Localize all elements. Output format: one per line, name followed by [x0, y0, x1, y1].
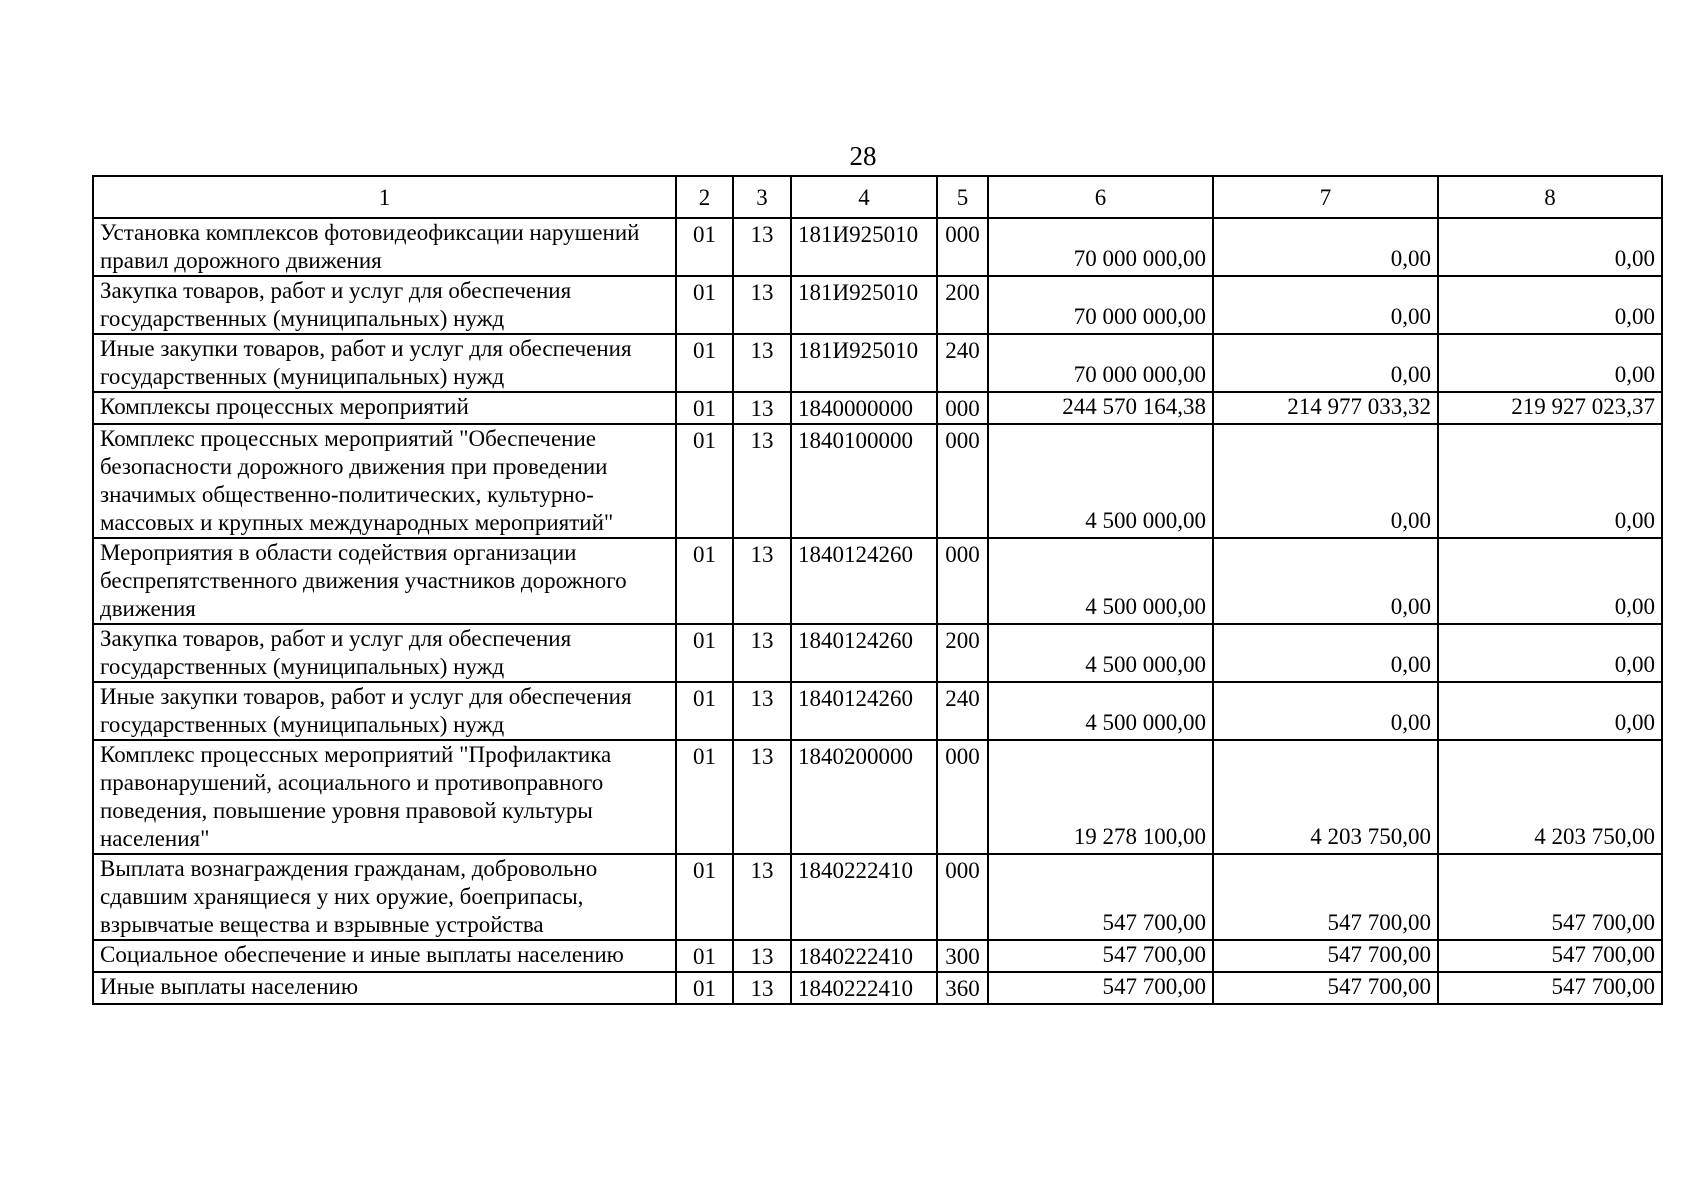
- section-code: 01: [676, 276, 733, 334]
- amount-col-6: 4 500 000,00: [988, 538, 1213, 624]
- amount-col-8: 0,00: [1438, 218, 1662, 276]
- section-code: 01: [676, 854, 733, 940]
- column-header: 6: [988, 176, 1213, 218]
- header-row: [93, 176, 1662, 218]
- amount-col-6: 4 500 000,00: [988, 682, 1213, 740]
- section-code: 01: [676, 682, 733, 740]
- amount-col-6: 4 500 000,00: [988, 424, 1213, 538]
- target-article-code: 1840100000: [791, 424, 937, 538]
- column-header: 5: [937, 176, 988, 218]
- table-row: [93, 624, 1662, 682]
- target-article-code: 1840222410: [791, 940, 937, 972]
- subsection-code: 13: [733, 538, 791, 624]
- amount-col-7: 0,00: [1213, 276, 1438, 334]
- amount-col-7: 0,00: [1213, 682, 1438, 740]
- column-header: 3: [733, 176, 791, 218]
- section-code: 01: [676, 218, 733, 276]
- row-name: Закупка товаров, работ и услуг для обеспечения государственных (муниципальных) нужд: [93, 624, 676, 682]
- column-header: 2: [676, 176, 733, 218]
- section-code: 01: [676, 538, 733, 624]
- amount-col-8: 547 700,00: [1438, 940, 1662, 972]
- target-article-code: 181И925010: [791, 218, 937, 276]
- target-article-code: 1840124260: [791, 538, 937, 624]
- expense-type-code: 240: [937, 682, 988, 740]
- row-name: Выплата вознаграждения гражданам, добровольно сдавшим хранящиеся у них оружие, боеприпасы, взрывчатые вещества и взрывные устройства: [93, 854, 676, 940]
- target-article-code: 1840124260: [791, 624, 937, 682]
- target-article-code: 1840222410: [791, 972, 937, 1004]
- row-name: Социальное обеспечение и иные выплаты населению: [93, 940, 676, 972]
- expense-type-code: 240: [937, 334, 988, 392]
- amount-col-8: 4 203 750,00: [1438, 740, 1662, 854]
- subsection-code: 13: [733, 276, 791, 334]
- expense-type-code: 000: [937, 854, 988, 940]
- amount-col-7: 547 700,00: [1213, 940, 1438, 972]
- section-code: 01: [676, 940, 733, 972]
- section-code: 01: [676, 392, 733, 424]
- subsection-code: 13: [733, 972, 791, 1004]
- row-name: Комплекс процессных мероприятий "Обеспечение безопасности дорожного движения при проведении значимых общественно-политических, культурно-массовых и крупных международных мероприятий": [93, 424, 676, 538]
- table-row: [93, 940, 1662, 972]
- column-header: 8: [1438, 176, 1662, 218]
- expense-type-code: 300: [937, 940, 988, 972]
- table-row: [93, 218, 1662, 276]
- row-name: Мероприятия в области содействия организации беспрепятственного движения участников дорожного движения: [93, 538, 676, 624]
- amount-col-6: 70 000 000,00: [988, 218, 1213, 276]
- subsection-code: 13: [733, 624, 791, 682]
- subsection-code: 13: [733, 334, 791, 392]
- subsection-code: 13: [733, 682, 791, 740]
- amount-col-6: 19 278 100,00: [988, 740, 1213, 854]
- column-header: 4: [791, 176, 937, 218]
- amount-col-8: 547 700,00: [1438, 972, 1662, 1004]
- row-name: Комплексы процессных мероприятий: [93, 392, 676, 424]
- amount-col-7: 4 203 750,00: [1213, 740, 1438, 854]
- table-row: [93, 682, 1662, 740]
- subsection-code: 13: [733, 740, 791, 854]
- expense-type-code: 200: [937, 624, 988, 682]
- expense-type-code: 000: [937, 538, 988, 624]
- amount-col-6: 4 500 000,00: [988, 624, 1213, 682]
- subsection-code: 13: [733, 218, 791, 276]
- target-article-code: 1840222410: [791, 854, 937, 940]
- amount-col-7: 0,00: [1213, 424, 1438, 538]
- table-row: [93, 424, 1662, 538]
- column-header: 7: [1213, 176, 1438, 218]
- amount-col-6: 547 700,00: [988, 940, 1213, 972]
- amount-col-7: 0,00: [1213, 624, 1438, 682]
- amount-col-7: 547 700,00: [1213, 854, 1438, 940]
- amount-col-8: 0,00: [1438, 624, 1662, 682]
- target-article-code: 1840200000: [791, 740, 937, 854]
- amount-col-7: 0,00: [1213, 218, 1438, 276]
- budget-table: [92, 175, 1663, 1005]
- amount-col-8: 0,00: [1438, 276, 1662, 334]
- column-header: 1: [93, 176, 676, 218]
- amount-col-7: 0,00: [1213, 538, 1438, 624]
- page-number: 28: [849, 141, 877, 171]
- row-name: Установка комплексов фотовидеофиксации нарушений правил дорожного движения: [93, 218, 676, 276]
- amount-col-8: 547 700,00: [1438, 854, 1662, 940]
- amount-col-8: 0,00: [1438, 682, 1662, 740]
- row-name: Иные выплаты населению: [93, 972, 676, 1004]
- table-row: [93, 392, 1662, 424]
- amount-col-8: 0,00: [1438, 538, 1662, 624]
- table-row: [93, 740, 1662, 854]
- table-row: [93, 276, 1662, 334]
- subsection-code: 13: [733, 854, 791, 940]
- expense-type-code: 000: [937, 424, 988, 538]
- amount-col-6: 244 570 164,38: [988, 392, 1213, 424]
- table-body: [93, 218, 1662, 1004]
- amount-col-7: 214 977 033,32: [1213, 392, 1438, 424]
- table-row: [93, 854, 1662, 940]
- amount-col-7: 547 700,00: [1213, 972, 1438, 1004]
- section-code: 01: [676, 624, 733, 682]
- expense-type-code: 000: [937, 392, 988, 424]
- amount-col-8: 219 927 023,37: [1438, 392, 1662, 424]
- subsection-code: 13: [733, 424, 791, 538]
- section-code: 01: [676, 424, 733, 538]
- section-code: 01: [676, 334, 733, 392]
- amount-col-8: 0,00: [1438, 424, 1662, 538]
- target-article-code: 1840124260: [791, 682, 937, 740]
- amount-col-6: 547 700,00: [988, 854, 1213, 940]
- section-code: 01: [676, 740, 733, 854]
- expense-type-code: 200: [937, 276, 988, 334]
- amount-col-8: 0,00: [1438, 334, 1662, 392]
- amount-col-6: 70 000 000,00: [988, 276, 1213, 334]
- subsection-code: 13: [733, 392, 791, 424]
- row-name: Иные закупки товаров, работ и услуг для обеспечения государственных (муниципальных) нужд: [93, 682, 676, 740]
- expense-type-code: 360: [937, 972, 988, 1004]
- table-row: [93, 334, 1662, 392]
- section-code: 01: [676, 972, 733, 1004]
- row-name: Иные закупки товаров, работ и услуг для обеспечения государственных (муниципальных) нужд: [93, 334, 676, 392]
- expense-type-code: 000: [937, 740, 988, 854]
- table-row: [93, 972, 1662, 1004]
- target-article-code: 181И925010: [791, 276, 937, 334]
- subsection-code: 13: [733, 940, 791, 972]
- row-name: Комплекс процессных мероприятий "Профилактика правонарушений, асоциального и противоправного поведения, повышение уровня правовой культуры населения": [93, 740, 676, 854]
- target-article-code: 1840000000: [791, 392, 937, 424]
- expense-type-code: 000: [937, 218, 988, 276]
- row-name: Закупка товаров, работ и услуг для обеспечения государственных (муниципальных) нужд: [93, 276, 676, 334]
- amount-col-7: 0,00: [1213, 334, 1438, 392]
- amount-col-6: 70 000 000,00: [988, 334, 1213, 392]
- target-article-code: 181И925010: [791, 334, 937, 392]
- table-row: [93, 538, 1662, 624]
- amount-col-6: 547 700,00: [988, 972, 1213, 1004]
